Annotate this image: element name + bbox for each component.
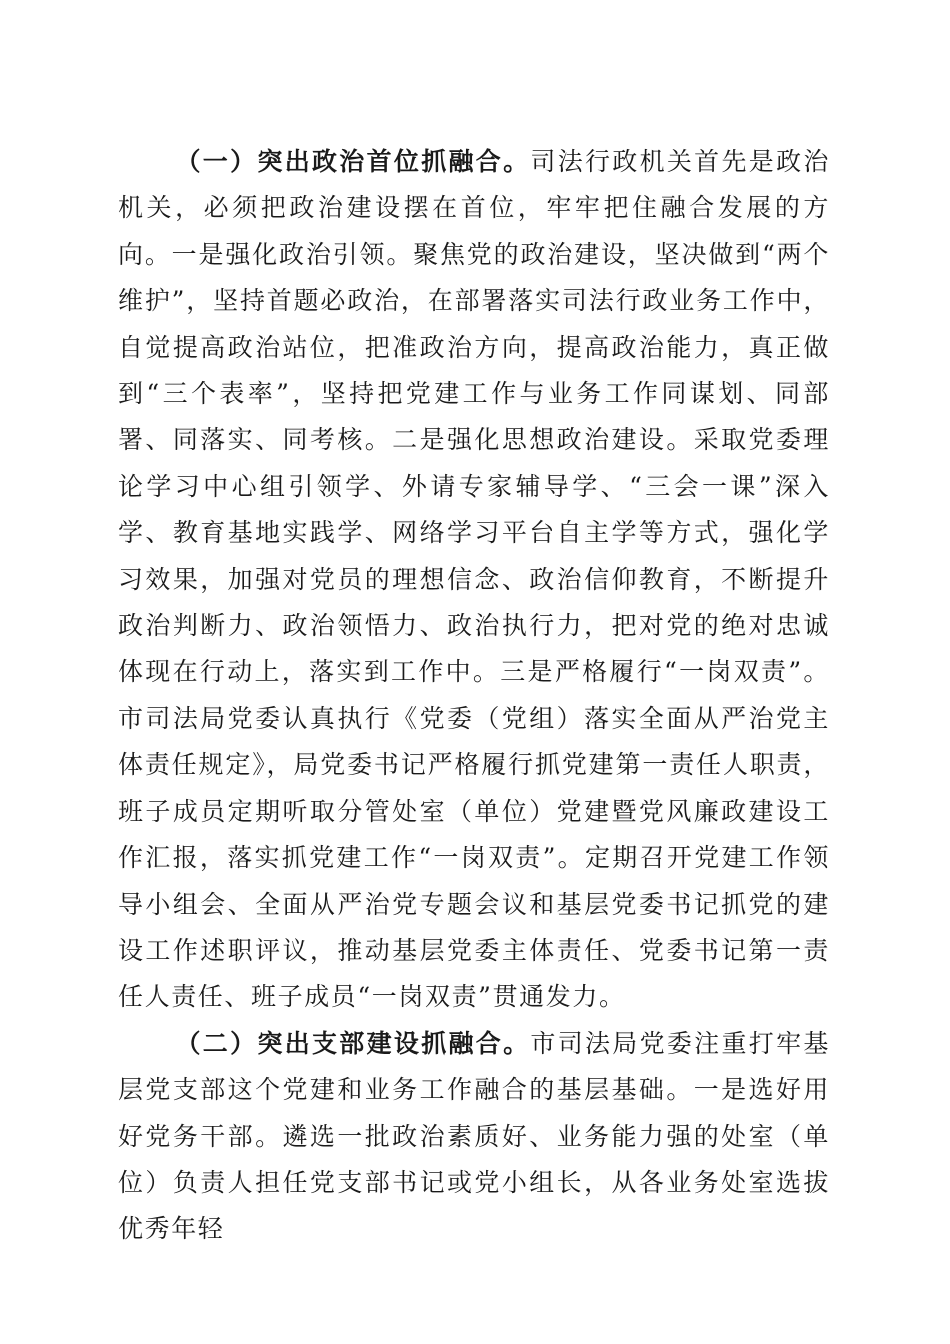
document-body bbox=[118, 139, 830, 1253]
paragraph-1-heading: （一）突出政治首位抓融合。 bbox=[175, 147, 531, 176]
paragraph-1 bbox=[118, 139, 830, 1021]
paragraph-1-body: 司法行政机关首先是政治机关，必须把政治建设摆在首位，牢牢把住融合发展的方向。一是强化政治引领。聚焦党的政治建设，坚决做到“两个维护”，坚持首题必政治，在部署落实司法行政业务工作中，自觉提高政治站位，把准政治方向，提高政治能力，真正做到“三个表率”，坚持把党建工作与业务工作同谋划、同部署、同落实、同考核。二是强化思想政治建设。采取党委理论学习中心组引领学、外请专家辅导学、“三会一课”深入学、教育基地实践学、网络学习平台自主学等方式，强化学习效果，加强对党员的理想信念、政治信仰教育，不断提升政治判断力、政治领悟力、政治执行力，把对党的绝对忠诚体现在行动上，落实到工作中。三是严格履行“一岗双责”。市司法局党委认真执行《党委（党组）落实全面从严治党主体责任规定》，局党委书记严格履行抓党建第一责任人职责，班子成员定期听取分管处室（单位）党建暨党风廉政建设工作汇报，落实抓党建工作“一岗双责”。定期召开党建工作领导小组会、全面从严治党专题会议和基层党委书记抓党的建设工作述职评议，推动基层党委主体责任、党委书记第一责任人责任、班子成员“一岗双责”贯通发力。 bbox=[118, 147, 830, 1012]
paragraph-2-body: 市司法局党委注重打牢基层党支部这个党建和业务工作融合的基层基础。一是选好用好党务干部。遴选一批政治素质好、业务能力强的处室（单位）负责人担任党支部书记或党小组长，从各业务处室选拔优秀年轻 bbox=[118, 1028, 830, 1244]
paragraph-2-heading: （二）突出支部建设抓融合。 bbox=[175, 1028, 531, 1058]
paragraph-2 bbox=[118, 1021, 830, 1253]
